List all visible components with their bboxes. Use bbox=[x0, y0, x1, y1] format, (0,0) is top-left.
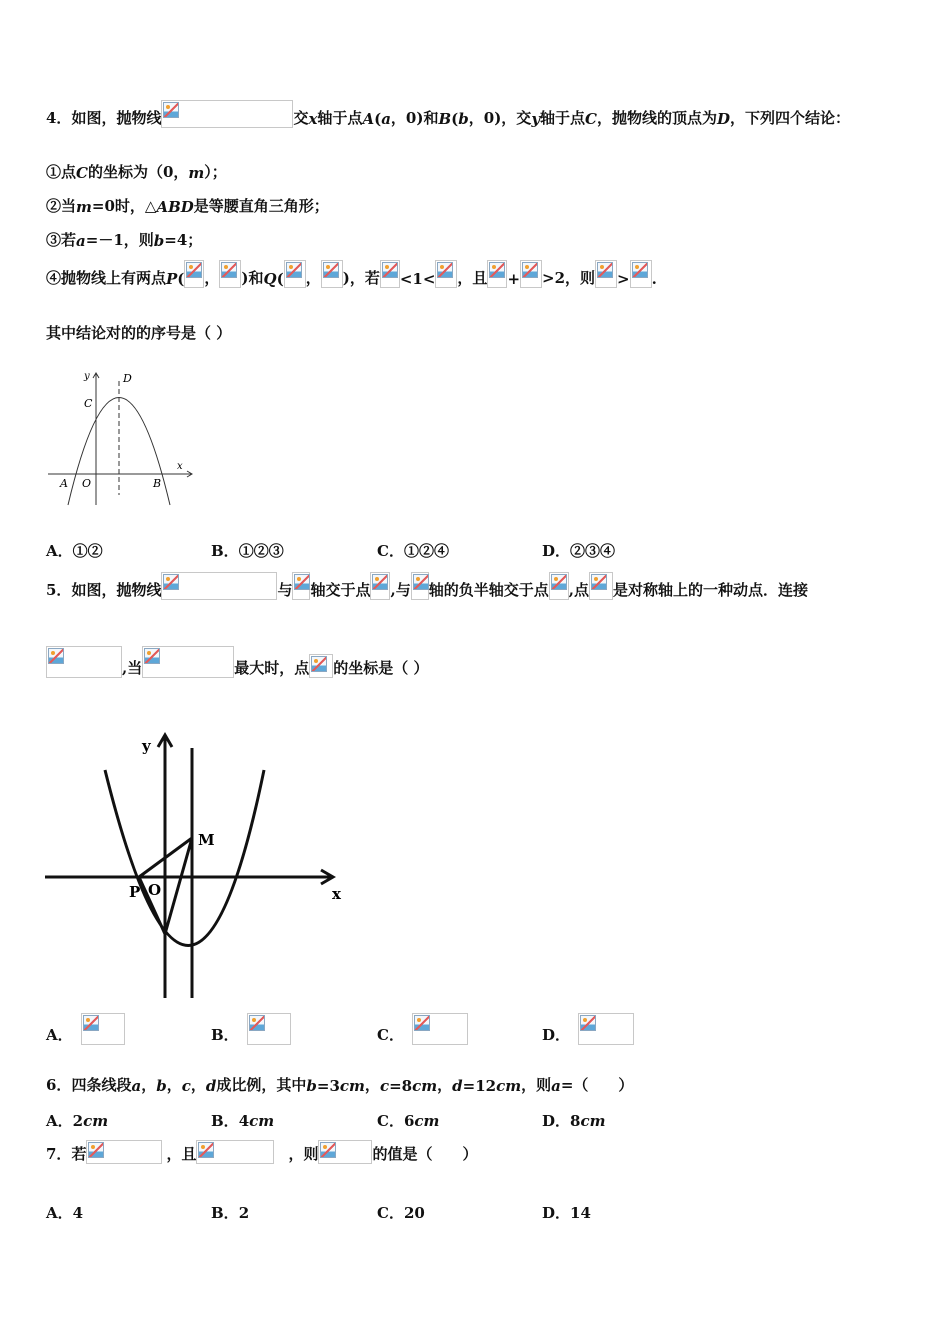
formula-image bbox=[578, 1013, 634, 1045]
q5-option-d[interactable]: D． bbox=[542, 1013, 634, 1045]
label-B: B bbox=[153, 477, 162, 490]
q4-conclusion-3: ③若 a =－1，则 b =4； bbox=[46, 231, 203, 250]
formula-image bbox=[549, 572, 569, 600]
q6-option-a[interactable]: A．2cm bbox=[46, 1112, 109, 1130]
q5-option-a[interactable]: A． bbox=[46, 1013, 125, 1045]
q4-option-a[interactable]: A．①② bbox=[46, 542, 103, 560]
formula-image bbox=[284, 260, 306, 288]
formula-image bbox=[411, 572, 429, 600]
q4-question: 其中结论对的的序号是（ ） bbox=[46, 324, 232, 342]
formula-image bbox=[321, 260, 343, 288]
parabola-curve bbox=[105, 770, 264, 946]
label-x: x bbox=[177, 461, 183, 472]
formula-image bbox=[184, 260, 204, 288]
formula-image bbox=[589, 572, 613, 600]
q5-stem-cont: ,当 最大时，点 的坐标是（ ） bbox=[46, 646, 428, 678]
formula-image bbox=[487, 260, 507, 288]
q4-stem: 4． 如图，抛物线 交 x 轴于点 A ( a ，0)和 B ( b ，0)，交 y 轴于点 C ，抛物线的顶点为 D ，下列四个结论： bbox=[46, 100, 850, 128]
formula-image bbox=[46, 646, 122, 678]
label-P: P bbox=[129, 883, 141, 901]
q4-number: 4． bbox=[46, 109, 72, 127]
q7-option-b[interactable]: B．2 bbox=[211, 1204, 250, 1222]
q7-stem: 7． 若 ，且 ，则 的值是（ ） bbox=[46, 1140, 478, 1164]
q4-conclusion-1: ①点 C 的坐标为（0， m ）； bbox=[46, 163, 227, 182]
label-O: O bbox=[148, 881, 162, 899]
formula-image bbox=[318, 1140, 372, 1164]
formula-image bbox=[380, 260, 400, 288]
q7-option-c[interactable]: C．20 bbox=[377, 1204, 425, 1222]
label-O: O bbox=[82, 477, 92, 490]
q6-number: 6． bbox=[46, 1076, 72, 1094]
formula-image bbox=[81, 1013, 125, 1045]
q7-option-d[interactable]: D．14 bbox=[542, 1204, 591, 1222]
label-y: y bbox=[142, 737, 151, 755]
q5-option-b[interactable]: B． bbox=[211, 1013, 291, 1045]
q7-option-a[interactable]: A．4 bbox=[46, 1204, 84, 1222]
formula-image bbox=[142, 646, 234, 678]
label-A: A bbox=[60, 477, 68, 490]
q5-number: 5． bbox=[46, 581, 72, 599]
q6-option-d[interactable]: D．8cm bbox=[542, 1112, 606, 1130]
formula-image bbox=[370, 572, 390, 600]
formula-image bbox=[292, 572, 310, 600]
formula-image bbox=[219, 260, 241, 288]
q4-option-c[interactable]: C．①②④ bbox=[377, 542, 449, 560]
q4-option-d[interactable]: D．②③④ bbox=[542, 542, 616, 560]
q6-option-c[interactable]: C．6cm bbox=[377, 1112, 440, 1130]
label-M: M bbox=[198, 831, 215, 849]
formula-image bbox=[435, 260, 457, 288]
label-C: C bbox=[84, 397, 93, 410]
formula-image bbox=[196, 1140, 274, 1164]
q5-option-c[interactable]: C． bbox=[377, 1013, 468, 1045]
q4-conclusion-2: ②当 m =0时，△ ABD 是等腰直角三角形； bbox=[46, 197, 329, 216]
formula-image bbox=[86, 1140, 162, 1164]
label-D: D bbox=[123, 372, 132, 385]
segment-CM bbox=[165, 838, 192, 934]
q4-option-b[interactable]: B．①②③ bbox=[211, 542, 284, 560]
label-y: y bbox=[84, 371, 90, 382]
formula-image bbox=[520, 260, 542, 288]
q5-parabola-figure bbox=[40, 728, 350, 1003]
formula-image bbox=[630, 260, 652, 288]
formula-image bbox=[161, 100, 293, 128]
formula-image bbox=[309, 654, 333, 678]
q5-stem: 5． 如图，抛物线 与 轴交于点 ,与 轴的负半轴交于点 ,点 是对称轴上的一种动点．连接 bbox=[46, 572, 808, 600]
q4-parabola-figure bbox=[46, 365, 196, 510]
q6-option-b[interactable]: B．4cm bbox=[211, 1112, 275, 1130]
formula-image bbox=[412, 1013, 468, 1045]
formula-image bbox=[595, 260, 617, 288]
q7-number: 7． bbox=[46, 1145, 72, 1163]
q4-conclusion-4: ④抛物线上有两点 P ( ， )和 Q ( ， )，若 <1< ，且 + >2，则 > . bbox=[46, 260, 657, 288]
formula-image bbox=[247, 1013, 291, 1045]
formula-image bbox=[161, 572, 277, 600]
label-x: x bbox=[332, 885, 341, 903]
q6-stem: 6． 四条线段 a ， b ， c ， d 成比例，其中 b =3 cm ， c =8 cm ， d =12 cm ，则 a =（ ） bbox=[46, 1076, 634, 1095]
